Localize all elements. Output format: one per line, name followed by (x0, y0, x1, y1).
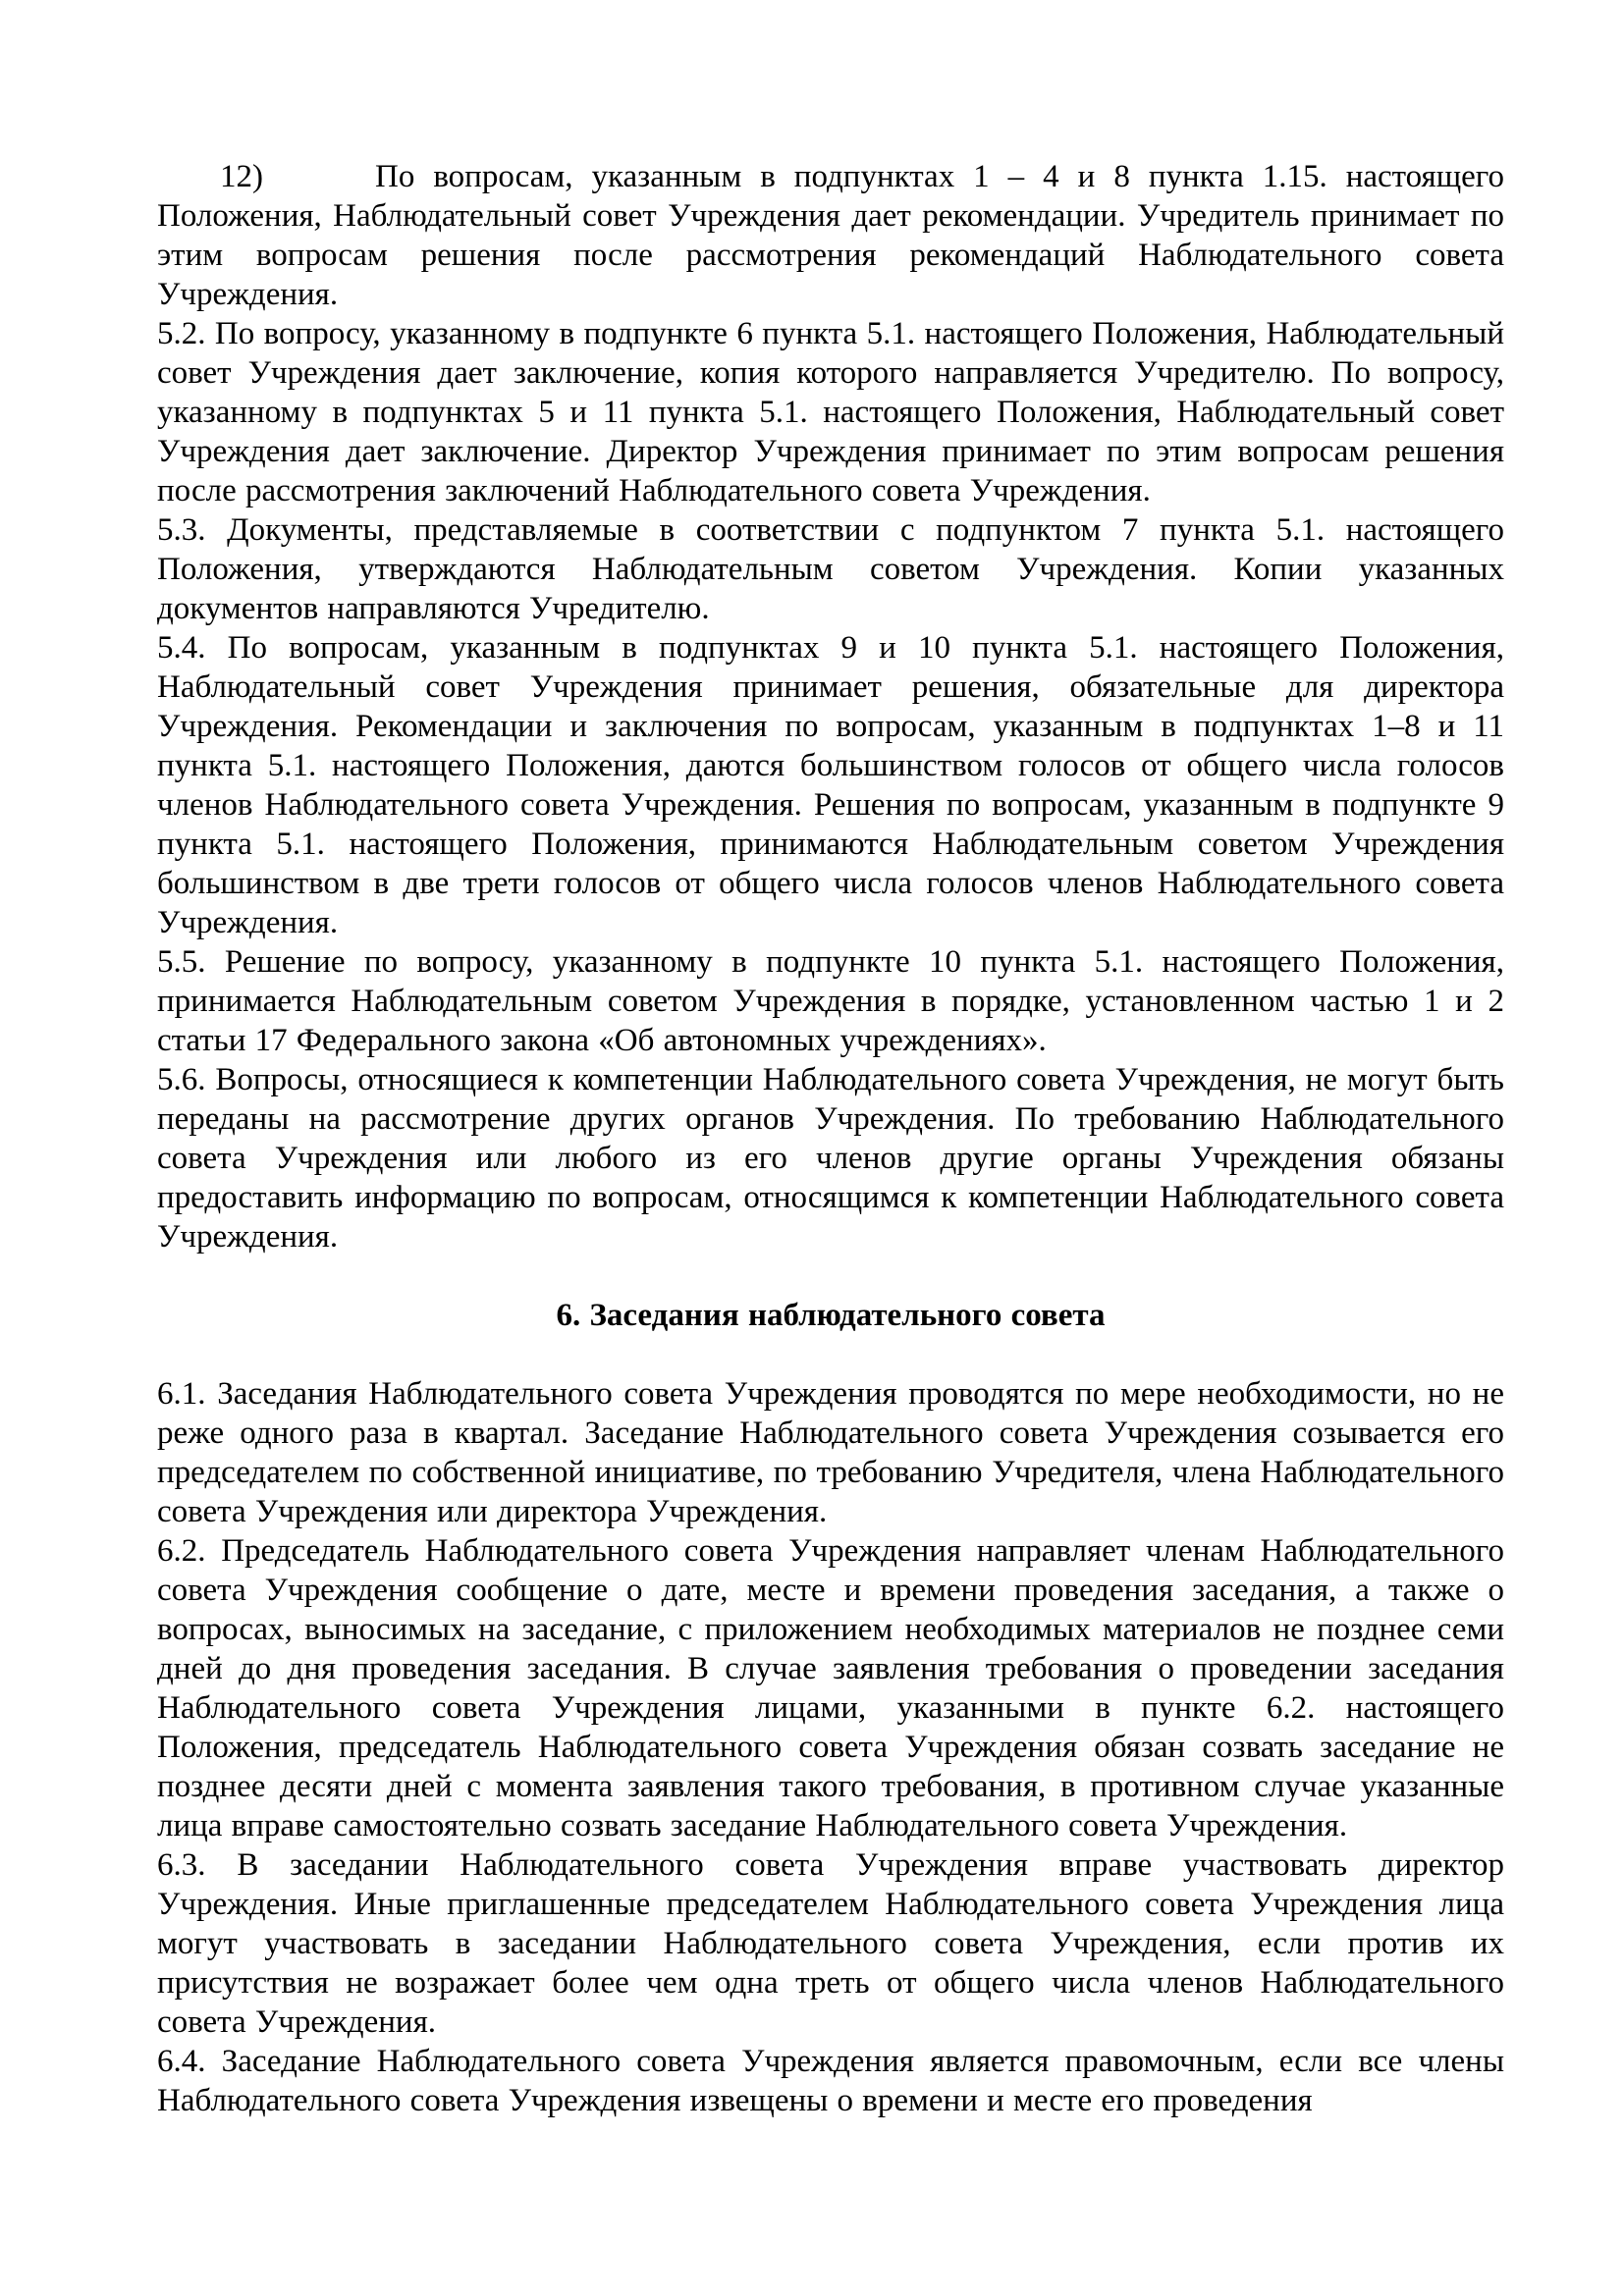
clause-5-2: 5.2. По вопросу, указанному в подпункте 6 пункта 5.1. настоящего Положения, Наблюдательный совет Учреждения дает заключение, копия которого направляется Учредителю. По вопросу, указанному в подпунктах 5 и 11 пункта 5.1. настоящего Положения, Наблюдательный совет Учреждения дает заключение. Директор Учреждения принимает по этим вопросам решения после рассмотрения заключений Наблюдательного совета Учреждения. (157, 316, 1504, 508)
paragraph-12: 12) По вопросам, указанным в подпунктах 1 – 4 и 8 пункта 1.15. настоящего Положения, Наблюдательный совет Учреждения дает рекомендации. Учредитель принимает по этим вопросам решения после рассмотрения рекомендаций Наблюдательного совета Учреждения. (157, 159, 1504, 312)
clause-6-1: 6.1. Заседания Наблюдательного совета Учреждения проводятся по мере необходимости, но не реже одного раза в квартал. Заседание Наблюдательного совета Учреждения созывается его председателем по собственной инициативе, по требованию Учредителя, члена Наблюдательного совета Учреждения или директора Учреждения. (157, 1376, 1504, 1529)
clause-6-2: 6.2. Председатель Наблюдательного совета Учреждения направляет членам Наблюдательного совета Учреждения сообщение о дате, месте и времени проведения заседания, а также о вопросах, выносимых на заседание, с приложением необходимых материалов не позднее семи дней до дня проведения заседания. В случае заявления требования о проведении заседания Наблюдательного совета Учреждения лицами, указанными в пункте 6.2. настоящего Положения, председатель Наблюдательного совета Учреждения обязан созвать заседание не позднее десяти дней с момента заявления такого требования, в противном случае указанные лица вправе самостоятельно созвать заседание Наблюдательного совета Учреждения. (157, 1533, 1504, 1843)
clause-6-4: 6.4. Заседание Наблюдательного совета Учреждения является правомочным, если все члены Наблюдательного совета Учреждения извещены о времени и месте его проведения (157, 2044, 1504, 2118)
clause-5-4: 5.4. По вопросам, указанным в подпунктах 9 и 10 пункта 5.1. настоящего Положения, Наблюдательный совет Учреждения принимает решения, обязательные для директора Учреждения. Рекомендации и заключения по вопросам, указанным в подпунктах 1–8 и 11 пункта 5.1. настоящего Положения, даются большинством голосов от общего числа голосов членов Наблюдательного совета Учреждения. Решения по вопросам, указанным в подпункте 9 пункта 5.1. настоящего Положения, принимаются Наблюдательным советом Учреждения большинством в две трети голосов от общего числа голосов членов Наблюдательного совета Учреждения. (157, 630, 1504, 940)
clause-5-6: 5.6. Вопросы, относящиеся к компетенции Наблюдательного совета Учреждения, не могут быть переданы на рассмотрение других органов Учреждения. По требованию Наблюдательного совета Учреждения или любого из его членов другие органы Учреждения обязаны предоставить информацию по вопросам, относящимся к компетенции Наблюдательного совета Учреждения. (157, 1062, 1504, 1255)
clause-6-3: 6.3. В заседании Наблюдательного совета Учреждения вправе участвовать директор Учреждения. Иные приглашенные председателем Наблюдательного совета Учреждения лица могут участвовать в заседании Наблюдательного совета Учреждения, если против их присутствия не возражает более чем одна треть от общего числа членов Наблюдательного совета Учреждения. (157, 1847, 1504, 2040)
clause-5-5: 5.5. Решение по вопросу, указанному в подпункте 10 пункта 5.1. настоящего Положения, принимается Наблюдательным советом Учреждения в порядке, установленном частью 1 и 2 статьи 17 Федерального закона «Об автономных учреждениях». (157, 944, 1504, 1058)
clause-5-3: 5.3. Документы, представляемые в соответствии с подпунктом 7 пункта 5.1. настоящего Положения, утверждаются Наблюдательным советом Учреждения. Копии указанных документов направляются Учредителю. (157, 512, 1504, 626)
section-6-heading: 6. Заседания наблюдательного совета (556, 1298, 1106, 1333)
